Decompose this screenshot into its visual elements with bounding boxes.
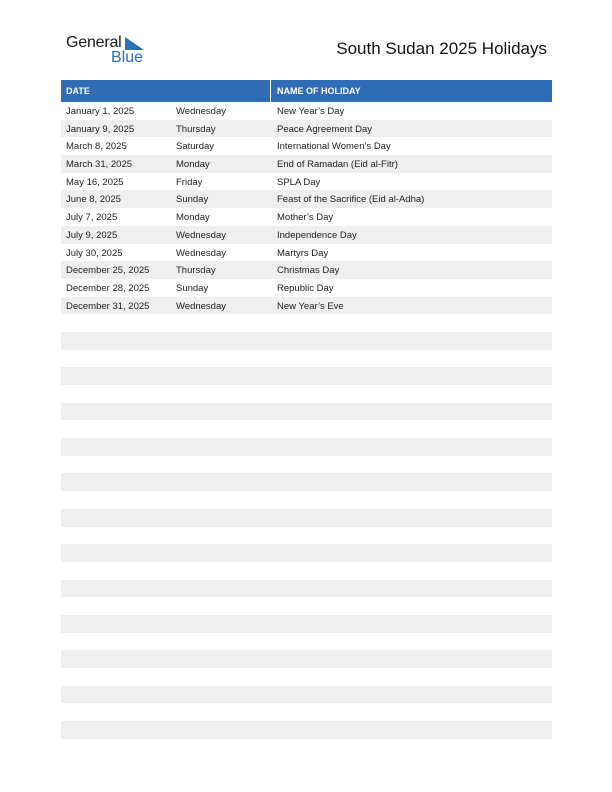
- empty-row: [61, 367, 552, 385]
- holiday-date: March 8, 2025: [66, 141, 127, 153]
- holiday-table: [61, 80, 552, 739]
- empty-row: [61, 686, 552, 704]
- holiday-weekday: Monday: [176, 212, 210, 224]
- holiday-name: Peace Agreement Day: [277, 123, 373, 135]
- holiday-date: May 16, 2025: [66, 176, 124, 188]
- empty-row: [61, 633, 552, 651]
- holiday-date: July 30, 2025: [66, 247, 123, 259]
- holiday-name: Martyrs Day: [277, 247, 329, 259]
- empty-row: [61, 473, 552, 491]
- page-title: South Sudan 2025 Holidays: [336, 39, 547, 58]
- table-row: [61, 208, 552, 226]
- holiday-name: Independence Day: [277, 229, 357, 241]
- logo-blue-text: Blue: [111, 49, 144, 66]
- holiday-weekday: Friday: [176, 176, 203, 188]
- empty-row: [61, 668, 552, 686]
- empty-row: [61, 597, 552, 615]
- header-divider: [270, 80, 271, 102]
- holiday-date: December 31, 2025: [66, 300, 150, 312]
- table-row: [61, 226, 552, 244]
- generalblue-logo: [66, 34, 156, 70]
- empty-row: [61, 350, 552, 368]
- holiday-weekday: Thursday: [176, 265, 216, 277]
- holiday-name: International Women’s Day: [277, 141, 391, 153]
- empty-row: [61, 703, 552, 721]
- table-row: [61, 297, 552, 315]
- holiday-name: Feast of the Sacrifice (Eid al-Adha): [277, 194, 425, 206]
- holiday-date: July 9, 2025: [66, 229, 118, 241]
- holiday-date: January 1, 2025: [66, 106, 135, 117]
- holiday-weekday: Monday: [176, 159, 210, 171]
- empty-row: [61, 314, 552, 332]
- table-body: [61, 102, 552, 739]
- table-header: [61, 80, 552, 102]
- holiday-date: January 9, 2025: [66, 123, 135, 135]
- empty-row: [61, 456, 552, 474]
- empty-row: [61, 650, 552, 668]
- empty-row: [61, 420, 552, 438]
- empty-row: [61, 544, 552, 562]
- header-holiday-name: NAME OF HOLIDAY: [277, 86, 361, 96]
- empty-row: [61, 721, 552, 739]
- logo-general-text: General: [66, 34, 122, 51]
- table-row: [61, 261, 552, 279]
- holiday-weekday: Sunday: [176, 194, 209, 206]
- holiday-date: March 31, 2025: [66, 159, 133, 171]
- holiday-weekday: Thursday: [176, 123, 216, 135]
- empty-row: [61, 491, 552, 509]
- holiday-date: December 25, 2025: [66, 265, 150, 277]
- table-row: [61, 279, 552, 297]
- table-row: [61, 190, 552, 208]
- holiday-date: December 28, 2025: [66, 282, 150, 294]
- holiday-name: Mother’s Day: [277, 212, 334, 224]
- header-date: DATE: [66, 86, 90, 96]
- table-row: [61, 244, 552, 262]
- holiday-weekday: Saturday: [176, 141, 215, 153]
- table-row: [61, 120, 552, 138]
- holiday-name: End of Ramadan (Eid al-Fitr): [277, 159, 398, 171]
- holiday-name: Republic Day: [277, 282, 334, 294]
- table-row: [61, 102, 552, 120]
- empty-row: [61, 332, 552, 350]
- empty-row: [61, 527, 552, 545]
- holiday-name: New Year’s Eve: [277, 300, 344, 312]
- table-row: [61, 137, 552, 155]
- holiday-weekday: Wednesday: [176, 229, 226, 241]
- holiday-date: July 7, 2025: [66, 212, 118, 224]
- empty-row: [61, 385, 552, 403]
- holiday-weekday: Wednesday: [176, 247, 226, 259]
- holiday-name: New Year’s Day: [277, 106, 345, 117]
- empty-row: [61, 509, 552, 527]
- empty-row: [61, 615, 552, 633]
- empty-row: [61, 562, 552, 580]
- table-row: [61, 173, 552, 191]
- holiday-weekday: Wednesday: [176, 106, 226, 117]
- holiday-weekday: Wednesday: [176, 300, 226, 312]
- holiday-date: June 8, 2025: [66, 194, 121, 206]
- holiday-name: Christmas Day: [277, 265, 340, 277]
- empty-row: [61, 580, 552, 598]
- holiday-name: SPLA Day: [277, 176, 321, 188]
- empty-row: [61, 403, 552, 421]
- empty-row: [61, 438, 552, 456]
- table-row: [61, 155, 552, 173]
- holiday-weekday: Sunday: [176, 282, 209, 294]
